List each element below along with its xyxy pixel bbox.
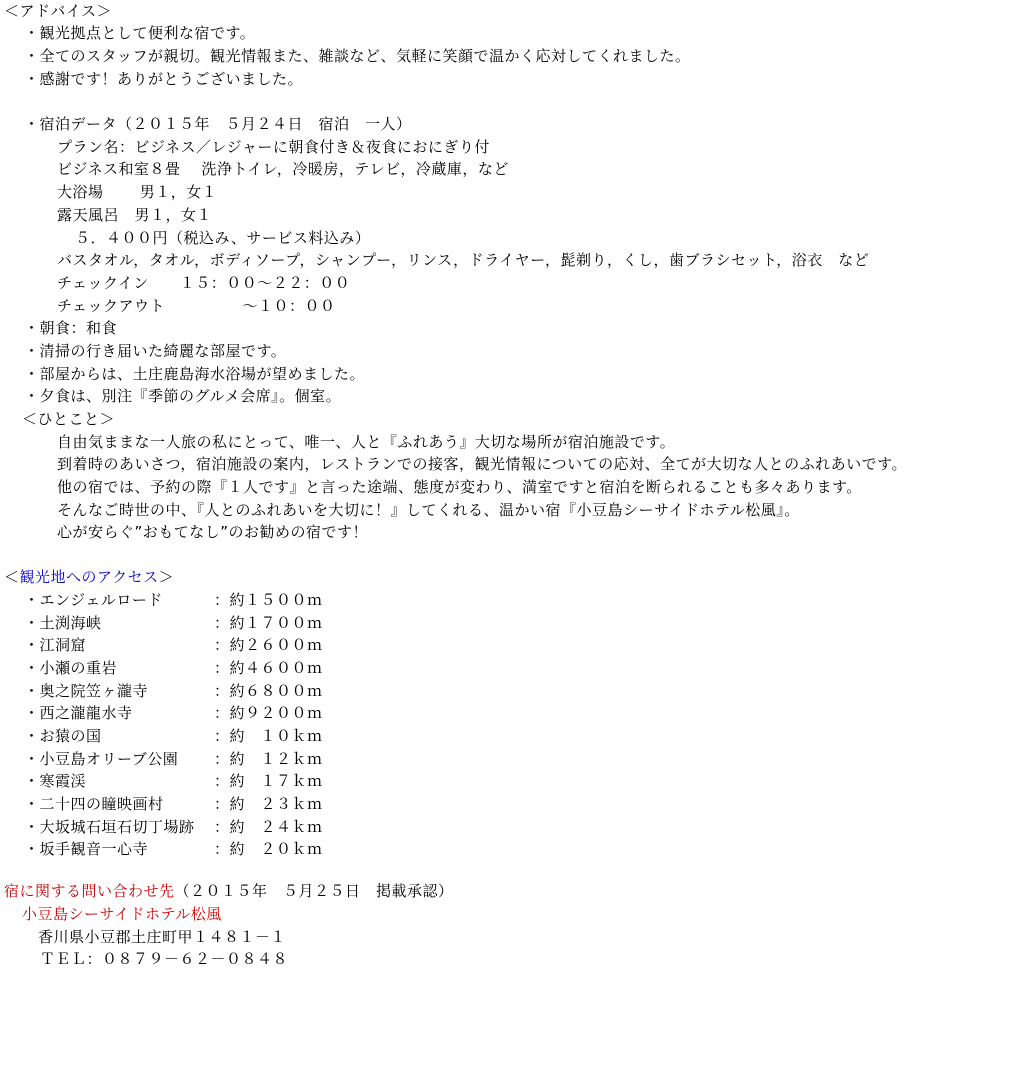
access-heading-text: 観光地へのアクセス	[19, 568, 159, 586]
access-item-distance: ：約 ２３ｋｍ	[214, 795, 323, 813]
advice-point: ・感謝です！ありがとうございました。	[24, 70, 304, 88]
contact-heading: 宿に関する問い合わせ先	[4, 882, 175, 900]
access-bracket-close: ＞	[158, 568, 175, 586]
access-heading	[4, 566, 174, 588]
access-item-distance: ：約１７００ｍ	[214, 614, 323, 632]
access-item-distance: ：約 ２０ｋｍ	[214, 840, 323, 858]
stay-amenities: バスタオル，タオル，ボディソープ，シャンプー，リンス，ドライヤー，髭剃り，くし，歯ブラシセット，浴衣 など	[57, 251, 870, 269]
stay-view: ・部屋からは、土庄鹿島海水浴場が望めました。	[24, 365, 366, 383]
comment-line: 到着時のあいさつ，宿泊施設の案内，レストランでの接客，観光情報についての応対、全てが大切な人とのふれあいです。	[57, 455, 907, 473]
stay-checkin: チェックイン １５：００～２２：００	[57, 274, 351, 292]
access-item-distance: ：約 ２４ｋｍ	[214, 818, 323, 836]
stay-room: ビジネス和室８畳 洗浄トイレ，冷暖房，テレビ，冷蔵庫，など	[57, 160, 509, 178]
comment-line: 自由気ままな一人旅の私にとって、唯一、人と『ふれあう』大切な場所が宿泊施設です。	[57, 433, 676, 451]
comment-line: 心が安らぐ”おもてなし”のお勧めの宿です！	[57, 523, 369, 541]
access-item-name: ・小瀬の重岩	[24, 659, 118, 677]
stay-bath: 大浴場 男１，女１	[57, 183, 218, 201]
stay-open-air: 露天風呂 男１，女１	[57, 206, 213, 224]
advice-heading: ＜アドバイス＞	[4, 2, 113, 20]
access-item-distance: ：約 １２ｋｍ	[214, 750, 323, 768]
access-item-name: ・二十四の瞳映画村	[24, 795, 164, 813]
stay-plan: プラン名：ビジネス／レジャーに朝食付き＆夜食におにぎり付	[57, 138, 490, 156]
access-item-distance: ：約 １７ｋｍ	[214, 772, 323, 790]
contact-hotel-name: 小豆島シーサイドホテル松風	[22, 905, 222, 923]
access-item-name: ・奥之院笠ヶ瀧寺	[24, 682, 149, 700]
access-item-name: ・寒霞渓	[24, 772, 87, 790]
stay-title: ・宿泊データ（２０１５年 ５月２４日 宿泊 一人）	[24, 115, 412, 133]
access-item-name: ・エンジェルロード	[24, 591, 163, 609]
access-item-distance: ：約４６００ｍ	[214, 659, 323, 677]
advice-point: ・観光拠点として便利な宿です。	[24, 24, 256, 42]
stay-dinner: ・夕食は、別注『季節のグルメ会席』。個室。	[24, 387, 342, 405]
access-item-distance: ：約２６００ｍ	[214, 636, 323, 654]
access-item-name: ・土渕海峡	[24, 614, 102, 632]
contact-address: 香川県小豆郡土庄町甲１４８１－１	[38, 928, 287, 946]
comment-line: 他の宿では、予約の際『１人です』と言った途端、態度が変わり、満室ですと宿泊を断られることも多々あります。	[57, 478, 862, 496]
contact-tel: ＴＥＬ：０８７９－６２－０８４８	[40, 950, 289, 968]
access-item-name: ・江洞窟	[24, 636, 87, 654]
access-item-name: ・坂手観音一心寺	[24, 840, 149, 858]
comment-line: そんなご時世の中、『人とのふれあいを大切に！』してくれる、温かい宿『小豆島シーサイドホテル松風』。	[57, 501, 800, 519]
access-item-distance: ：約１５００ｍ	[214, 591, 323, 609]
access-item-name: ・小豆島オリーブ公園	[24, 750, 179, 768]
access-bracket-open: ＜	[4, 568, 20, 586]
access-item-name: ・大坂城石垣石切丁場跡	[24, 818, 195, 836]
contact-heading-row	[4, 880, 454, 902]
access-item-name: ・西之瀧龍水寺	[24, 704, 133, 722]
access-item-distance: ：約６８００ｍ	[214, 682, 323, 700]
access-item-name: ・お猿の国	[24, 727, 102, 745]
advice-point: ・全てのスタッフが親切。観光情報また、雑談など、気軽に笑顔で温かく応対してくれました。	[24, 47, 691, 65]
contact-note: （２０１５年 ５月２５日 掲載承認）	[174, 882, 454, 900]
stay-checkout: チェックアウト ～１０：００	[57, 297, 336, 315]
access-item-distance: ：約 １０ｋｍ	[214, 727, 323, 745]
stay-breakfast: ・朝食：和食	[24, 319, 118, 337]
comment-heading: ＜ひとこと＞	[22, 410, 116, 428]
stay-price: ５．４００円（税込み、サービス料込み）	[75, 229, 371, 247]
stay-clean: ・清掃の行き届いた綺麗な部屋です。	[24, 342, 287, 360]
access-item-distance: ：約９２００ｍ	[214, 704, 323, 722]
